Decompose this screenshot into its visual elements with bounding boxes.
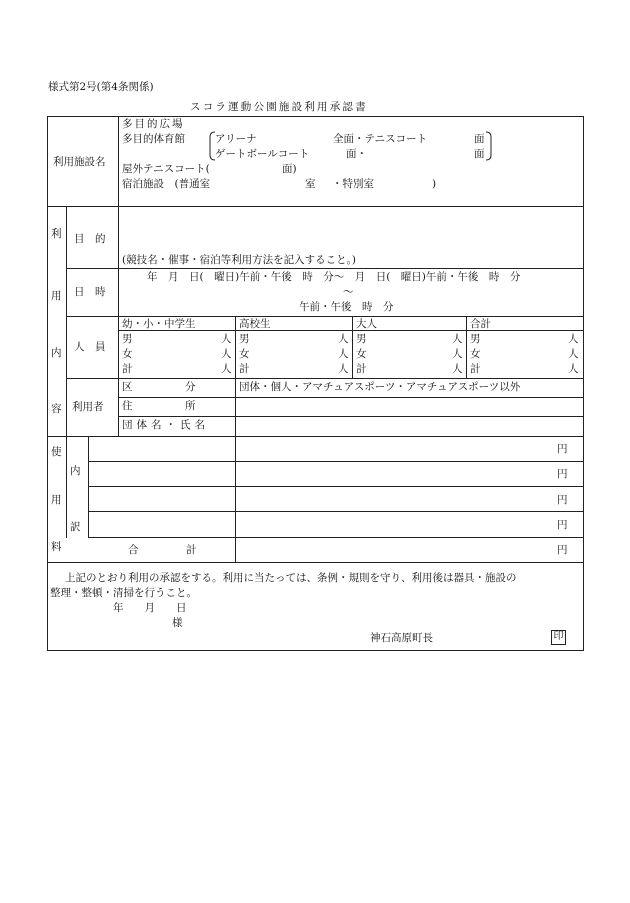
usage-section-char-1: 利 xyxy=(51,228,62,240)
datetime-label: 日 時 xyxy=(74,286,106,298)
usage-section-char-2: 用 xyxy=(51,290,62,302)
fee-row-3-line xyxy=(88,511,584,512)
facility-lodging: 宿泊施設 (普通室 xyxy=(122,178,211,190)
people-header-adults: 大人 xyxy=(356,318,377,330)
people-row-female: 女 xyxy=(356,348,367,360)
facility-arena-face-unit: 面 xyxy=(474,133,485,145)
fee-breakdown-char-1: 内 xyxy=(70,465,81,477)
issuer-name: 神石高原町長 xyxy=(370,632,433,644)
datetime-tilde: 〜 xyxy=(343,286,354,298)
recipient-honorific: 様 xyxy=(172,617,183,629)
fee-yen: 円 xyxy=(557,443,568,455)
facility-outdoor-tennis: 屋外テニスコート( xyxy=(122,163,210,175)
usage-bottom-line xyxy=(47,436,584,437)
people-unit: 人 xyxy=(452,348,463,360)
people-header-highschool: 高校生 xyxy=(239,318,271,330)
purpose-note: (競技名・催事・宿泊等利用方法を記入すること。) xyxy=(122,254,356,266)
people-bottom-line xyxy=(66,378,584,379)
people-unit: 人 xyxy=(568,333,579,345)
facility-gateball: ゲートボールコート xyxy=(215,148,310,160)
form-number: 様式第2号(第4条関係) xyxy=(48,81,154,93)
right-bracket-icon xyxy=(485,131,493,161)
approval-text-line-2: 整理・整頓・清掃を行うこと。 xyxy=(50,587,197,599)
approval-text-line-1: 上記のとおり利用の承認をする。利用に当たっては、条例・規則を守り、利用後は器具・施設の xyxy=(65,572,517,584)
fee-row-2-line xyxy=(88,486,584,487)
facility-plaza: 多目的広場 xyxy=(122,118,185,130)
people-row-female: 女 xyxy=(122,348,133,360)
fee-inner-divider xyxy=(66,436,67,538)
facility-outdoor-face: 面) xyxy=(282,163,297,175)
people-unit: 人 xyxy=(338,333,349,345)
people-unit: 人 xyxy=(338,348,349,360)
facility-room: 室 xyxy=(305,178,316,190)
facility-gym: 多目的体育館 xyxy=(122,133,185,145)
fee-item-divider xyxy=(88,436,89,538)
people-unit: 人 xyxy=(221,363,232,375)
table-top-border xyxy=(47,116,584,117)
people-row-female: 女 xyxy=(239,348,250,360)
group-name-label: 団体名・氏名 xyxy=(122,419,209,431)
document-title: スコラ運動公園施設利用承認書 xyxy=(190,101,368,113)
usage-inner-divider xyxy=(66,206,67,437)
people-row-male: 男 xyxy=(470,333,481,345)
fee-yen: 円 xyxy=(557,468,568,480)
fee-row-4-line xyxy=(88,537,584,538)
people-unit: 人 xyxy=(221,348,232,360)
people-unit: 人 xyxy=(568,348,579,360)
people-row-total: 計 xyxy=(356,363,367,375)
datetime-line-1: 年 月 日( 曜日)午前・午後 時 分〜 月 日( 曜日)午前・午後 時 分 xyxy=(147,271,521,283)
facility-court-face: 面・ xyxy=(346,148,367,160)
people-row-male: 男 xyxy=(122,333,133,345)
facility-divider xyxy=(118,116,119,437)
people-row-total: 計 xyxy=(122,363,133,375)
usage-section-char-3: 内 xyxy=(51,347,62,359)
fee-section-char-3: 料 xyxy=(51,541,62,553)
address-label: 住 所 xyxy=(122,400,196,412)
fee-section-char-2: 用 xyxy=(51,494,62,506)
purpose-bottom-line xyxy=(66,268,584,269)
division-label: 区 分 xyxy=(122,381,196,393)
approval-date: 年 月 日 xyxy=(113,602,187,614)
people-unit: 人 xyxy=(221,333,232,345)
datetime-bottom-line xyxy=(66,316,584,317)
facility-bottom-line xyxy=(47,206,584,207)
fee-section-char-1: 使 xyxy=(51,446,62,458)
people-label: 人 員 xyxy=(74,341,106,353)
facility-full-tennis: 全面・テニスコート xyxy=(333,133,428,145)
usage-section-char-4: 容 xyxy=(51,403,62,415)
user-label: 利用者 xyxy=(72,401,104,413)
division-bottom-line xyxy=(118,397,584,398)
facility-special: ・特別室 xyxy=(332,178,374,190)
fee-row-1-line xyxy=(88,461,584,462)
fee-yen: 円 xyxy=(557,519,568,531)
fee-yen: 円 xyxy=(557,494,568,506)
people-header-line xyxy=(118,330,584,331)
division-value: 団体・個人・アマチュアスポーツ・アマチュアスポーツ以外 xyxy=(239,381,521,393)
facility-close-paren: ) xyxy=(432,178,437,190)
datetime-line-2: 午前・午後 時 分 xyxy=(299,301,394,313)
facility-gateball-face-unit: 面 xyxy=(474,148,485,160)
fee-breakdown-char-2: 訳 xyxy=(70,521,81,533)
seal-mark: 印 xyxy=(551,630,566,645)
table-left-border xyxy=(47,116,48,651)
people-row-male: 男 xyxy=(356,333,367,345)
people-header-students: 幼・小・中学生 xyxy=(122,318,196,330)
fee-yen: 円 xyxy=(557,544,568,556)
facility-arena: アリーナ xyxy=(215,133,257,145)
people-row-male: 男 xyxy=(239,333,250,345)
people-header-total: 合計 xyxy=(470,318,491,330)
fee-bottom-line xyxy=(47,562,584,563)
facility-label: 利用施設名 xyxy=(53,156,106,168)
purpose-label: 目 的 xyxy=(74,233,106,245)
people-row-female: 女 xyxy=(470,348,481,360)
people-unit: 人 xyxy=(452,363,463,375)
table-right-border xyxy=(583,116,584,651)
fee-total-label: 合 計 xyxy=(128,544,201,556)
people-col-3-divider xyxy=(466,316,467,378)
people-col-2-divider xyxy=(352,316,353,378)
people-row-total: 計 xyxy=(470,363,481,375)
people-unit: 人 xyxy=(338,363,349,375)
people-unit: 人 xyxy=(568,363,579,375)
address-bottom-line xyxy=(118,416,584,417)
people-col-1-divider xyxy=(235,316,236,437)
people-unit: 人 xyxy=(452,333,463,345)
people-row-total: 計 xyxy=(239,363,250,375)
table-bottom-border xyxy=(47,650,584,651)
fee-amount-divider xyxy=(235,436,236,562)
